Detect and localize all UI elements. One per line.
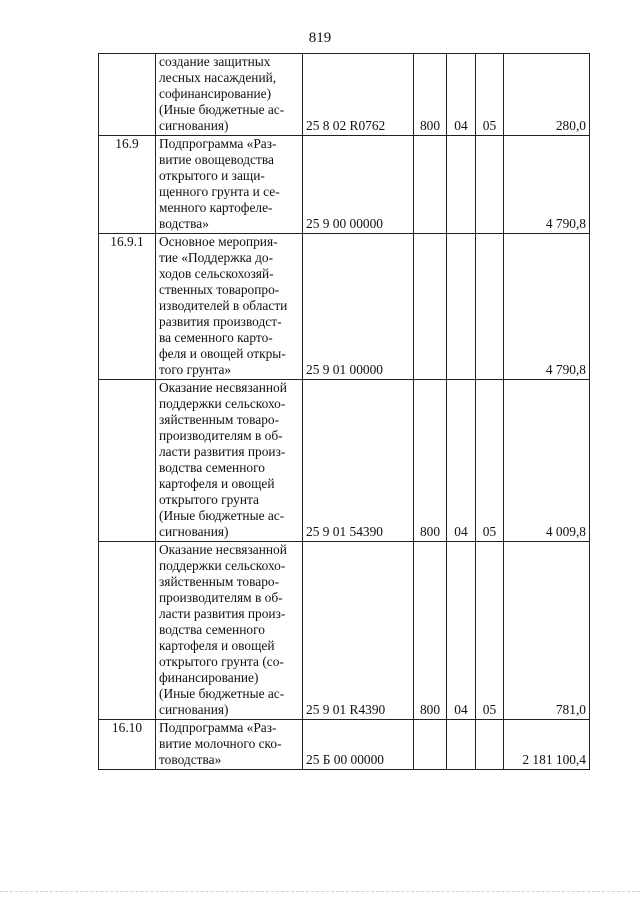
row-name-cell [156,380,303,542]
subsection-cell: 05 [476,54,504,136]
row-name-line: софинансирование) [159,86,272,101]
row-name-line: изводителей в области [159,298,288,313]
section-cell [447,234,476,380]
amount-cell: 280,0 [504,54,590,136]
row-name-cell [156,720,303,770]
row-name-line: Подпрограмма «Раз- [159,720,277,735]
table-row [99,54,590,136]
row-name-line: картофеля и овощей [159,476,275,491]
expense-type-cell: 800 [414,380,447,542]
row-name-line: феля и овощей откры- [159,346,286,361]
row-name-line: водства семенного [159,622,265,637]
subsection-cell [476,234,504,380]
row-name-line: финансирование) [159,670,259,685]
row-name-line: ходов сельскохозяй- [159,266,274,281]
row-number-cell [99,542,156,720]
row-name-line: ственных товаропро- [159,282,280,297]
row-name-line: картофеля и овощей [159,638,275,653]
page-number: 819 [308,30,332,46]
section-cell [447,720,476,770]
page-edge-line [0,891,640,892]
section-cell [447,136,476,234]
amount-cell: 781,0 [504,542,590,720]
budget-table [98,53,590,770]
subsection-cell: 05 [476,542,504,720]
row-name-line: открытого грунта [159,492,259,507]
row-name-line: Подпрограмма «Раз- [159,136,277,151]
section-cell: 04 [447,380,476,542]
table-row [99,720,590,770]
amount-cell: 4 790,8 [504,136,590,234]
row-name-line: сигнования) [159,702,229,717]
amount-cell: 4 790,8 [504,234,590,380]
table-row [99,234,590,380]
row-name-line: Оказание несвязанной [159,542,287,557]
row-number-cell [99,54,156,136]
row-name-line: развития производст- [159,314,282,329]
row-number-cell [99,380,156,542]
expense-type-cell [414,234,447,380]
row-name-line: сигнования) [159,118,229,133]
amount-cell: 2 181 100,4 [504,720,590,770]
row-name-line: поддержки сельскохо- [159,558,286,573]
section-cell: 04 [447,542,476,720]
subsection-cell: 05 [476,380,504,542]
target-article-cell: 25 9 01 R4390 [303,542,414,720]
row-name-line: витие овощеводства [159,152,274,167]
target-article-cell: 25 9 01 54390 [303,380,414,542]
row-name-line: (Иные бюджетные ас- [159,102,285,117]
target-article-cell: 25 8 02 R0762 [303,54,414,136]
subsection-cell [476,136,504,234]
row-name-line: производителям в об- [159,428,283,443]
row-name-line: щенного грунта и се- [159,184,280,199]
row-name-cell [156,54,303,136]
row-name-line: ва семенного карто- [159,330,273,345]
row-name-line: Основное мероприя- [159,234,278,249]
row-name-line: ласти развития произ- [159,606,286,621]
row-name-line: открытого и защи- [159,168,265,183]
row-name-line: (Иные бюджетные ас- [159,508,285,523]
row-name-cell [156,136,303,234]
row-name-line: тие «Поддержка до- [159,250,274,265]
target-article-cell: 25 9 00 00000 [303,136,414,234]
section-cell: 04 [447,54,476,136]
row-number-cell: 16.9 [99,136,156,234]
target-article-cell: 25 9 01 00000 [303,234,414,380]
row-name-line: лесных насаждений, [159,70,277,85]
row-name-line: витие молочного ско- [159,736,282,751]
row-name-line: Оказание несвязанной [159,380,287,395]
table-row [99,380,590,542]
table-row [99,542,590,720]
row-name-line: сигнования) [159,524,229,539]
row-number-cell: 16.9.1 [99,234,156,380]
row-name-line: зяйственным товаро- [159,412,280,427]
row-name-line: товодства» [159,752,222,767]
row-name-line: поддержки сельскохо- [159,396,286,411]
row-name-line: водства» [159,216,209,231]
expense-type-cell: 800 [414,542,447,720]
amount-cell: 4 009,8 [504,380,590,542]
expense-type-cell: 800 [414,54,447,136]
budget-table-body [99,54,590,770]
row-name-cell [156,542,303,720]
row-name-line: создание защитных [159,54,271,69]
row-name-line: открытого грунта (со- [159,654,284,669]
expense-type-cell [414,720,447,770]
row-name-line: (Иные бюджетные ас- [159,686,285,701]
expense-type-cell [414,136,447,234]
table-row [99,136,590,234]
row-name-line: зяйственным товаро- [159,574,280,589]
row-name-line: менного картофеле- [159,200,273,215]
row-name-line: того грунта» [159,362,232,377]
row-name-line: водства семенного [159,460,265,475]
row-name-line: производителям в об- [159,590,283,605]
subsection-cell [476,720,504,770]
row-number-cell: 16.10 [99,720,156,770]
row-name-line: ласти развития произ- [159,444,286,459]
target-article-cell: 25 Б 00 00000 [303,720,414,770]
row-name-cell [156,234,303,380]
